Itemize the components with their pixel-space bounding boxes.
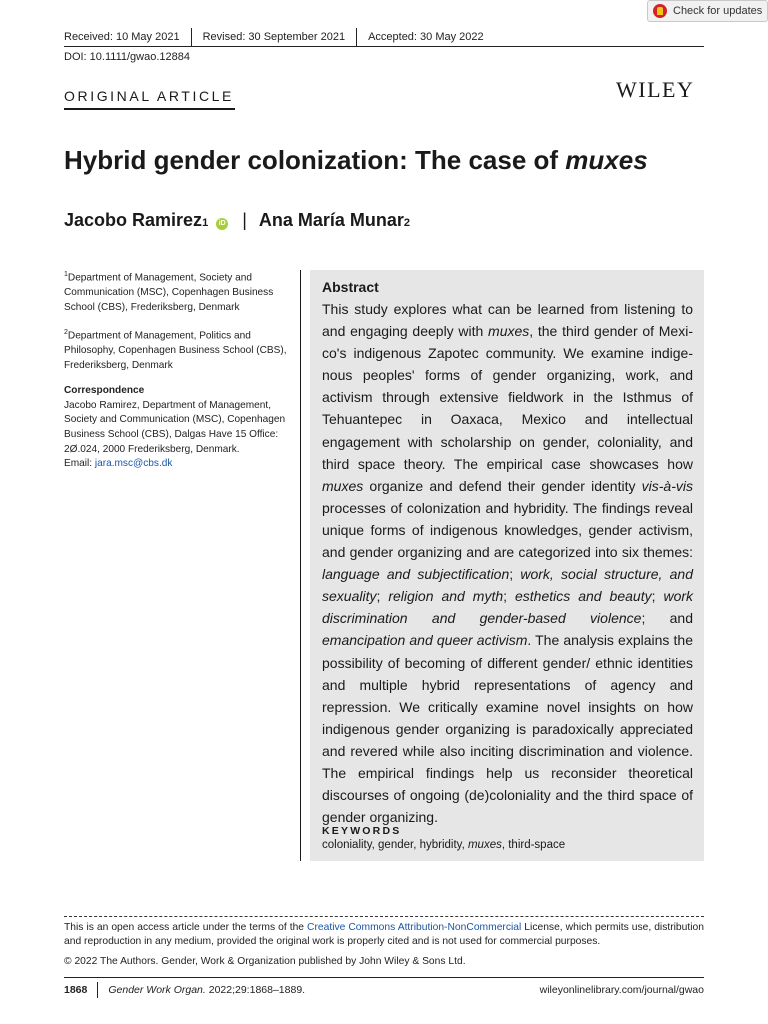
abstract-segment: ; xyxy=(376,588,389,605)
doi: DOI: 10.1111/gwao.12884 xyxy=(64,51,190,63)
revised-date: Revised: 30 September 2021 xyxy=(202,31,346,43)
header-rule xyxy=(64,46,704,47)
check-for-updates-label: Check for updates xyxy=(673,5,763,17)
abstract-segment: . The analysis explains the possibility of becoming of different gender/ ethnic identities and multiple hybrid representations of agency and repression. We critically examine novel insights on how indigenous gender organizing is paradoxically appreciated and revered while also inciting discrimination and violence. The empirical findings help us reconsider theoretical discourses of ongoing (de)coloniality and the third space of gender organizing. xyxy=(322,632,693,826)
keywords-segment: coloniality, gender, hybridity, xyxy=(322,839,468,851)
abstract-text xyxy=(322,298,693,828)
article-type: ORIGINAL ARTICLE xyxy=(64,88,234,104)
article-dates xyxy=(64,28,704,46)
license-segment: License, which permits use, distribution and reproduction in any medium, provided the original work is properly cited and is not used for commercial purposes. xyxy=(64,922,704,948)
footer-rule xyxy=(64,977,704,978)
affiliation-text: Department of Management, Politics and Philosophy, Copenhagen Business School (CBS), Frederiksberg, Denmark xyxy=(64,330,287,371)
author-name[interactable]: Ana María Munar xyxy=(258,210,404,230)
page-number: 1868 xyxy=(64,984,88,996)
email-label: Email: xyxy=(64,458,95,470)
crossmark-icon xyxy=(653,4,667,18)
article-type-underline xyxy=(64,108,235,110)
correspondence-email xyxy=(64,457,294,472)
author-list xyxy=(64,210,410,231)
abstract-emphasis: muxes xyxy=(322,477,364,494)
keywords-emphasis: muxes xyxy=(467,839,502,851)
license-divider xyxy=(64,916,704,917)
abstract-segment: organize and defend their gender identity xyxy=(363,477,642,494)
divider xyxy=(191,28,192,46)
copyright-notice: © 2022 The Authors. Gender, Work & Organization published by John Wiley & Sons Ltd. xyxy=(64,956,466,967)
divider xyxy=(97,982,98,998)
abstract-emphasis: emancipation and queer activism xyxy=(322,632,528,649)
abstract-emphasis: language and subjectification xyxy=(322,566,510,583)
divider xyxy=(356,28,357,46)
abstract-segment: ; and xyxy=(641,610,694,627)
orcid-icon[interactable]: iD xyxy=(216,218,228,230)
affiliation xyxy=(64,268,294,315)
keywords-list xyxy=(322,839,565,851)
abstract-emphasis: religion and myth xyxy=(388,588,504,605)
license-text xyxy=(64,921,704,950)
keywords-segment: , third-space xyxy=(501,839,566,851)
citation: 2022;29:1868–1889. xyxy=(205,984,306,996)
column-divider xyxy=(300,270,301,861)
journal-url[interactable]: wileyonlinelibrary.com/journal/gwao xyxy=(539,984,704,996)
article-title xyxy=(64,145,648,176)
affiliation xyxy=(64,326,294,373)
check-for-updates-button[interactable] xyxy=(647,0,768,22)
affiliation-number: 2 xyxy=(64,329,68,337)
abstract-emphasis: esthetics and beauty xyxy=(515,588,652,605)
page-footer xyxy=(64,982,704,998)
received-date: Received: 10 May 2021 xyxy=(64,31,180,43)
email-link[interactable]: jara.msc@cbs.dk xyxy=(94,458,173,470)
abstract-segment: ; xyxy=(509,566,521,583)
abstract-segment: ; xyxy=(503,588,515,605)
title-emphasis: muxes xyxy=(565,145,648,175)
license-segment: This is an open access article under the terms of the xyxy=(64,922,308,933)
keywords-heading: KEYWORDS xyxy=(322,825,402,837)
accepted-date: Accepted: 30 May 2022 xyxy=(368,31,484,43)
publisher-logo: WILEY xyxy=(616,77,695,102)
author-name[interactable]: Jacobo Ramirez xyxy=(64,210,203,230)
abstract-segment: processes of colonization and hybridity. The findings reveal unique forms of indigenous knowledges, gender activism, and gender organizing and are categorized into six themes: xyxy=(322,499,693,561)
author-separator: | xyxy=(242,210,247,230)
abstract-emphasis: muxes xyxy=(488,323,530,340)
journal-abbrev: Gender Work Organ. xyxy=(108,984,206,996)
abstract-segment: This study explores what can be learned from listening to and engaging deeply with xyxy=(322,301,693,340)
affiliation-text: Department of Management, Society and Communication (MSC), Copenhagen Business School (CBS), Frederiksberg, Denmark xyxy=(64,272,274,313)
correspondence-heading: Correspondence xyxy=(64,385,145,397)
abstract-segment: , the third gender of Mexico's indigenous Zapotec community. We examine indigenous peoples' forms of gender organizing, work, and activism through extensive fieldwork in the Isthmus of Tehuantepec in Oaxaca, Mexico and intellectual engagement with scholarship on gender, coloniality, and third space theory. The empirical case showcases how xyxy=(322,323,693,472)
abstract-emphasis: work discrimination and gender-based violence xyxy=(322,588,694,627)
abstract-emphasis: vis-à-vis xyxy=(641,477,693,494)
author-affiliation-mark: 1 xyxy=(202,217,209,229)
correspondence-text: Jacobo Ramirez, Department of Management, Society and Communication (MSC), Copenhagen Business School (CBS), Dalgas Have 15 Office: 2Ø.024, 2000 Frederiksberg, Denmark. xyxy=(64,399,286,455)
abstract-segment: ; xyxy=(651,588,664,605)
affiliation-number: 1 xyxy=(64,271,68,278)
abstract-heading: Abstract xyxy=(322,279,379,295)
license-link[interactable]: Creative Commons Attribution-NonCommercial xyxy=(307,922,522,933)
author-affiliation-mark: 2 xyxy=(403,217,411,229)
title-main: Hybrid gender colonization: The case of xyxy=(64,145,566,175)
author-info-column xyxy=(64,268,294,472)
abstract-emphasis: work, social structure, and sexuality xyxy=(322,566,694,605)
